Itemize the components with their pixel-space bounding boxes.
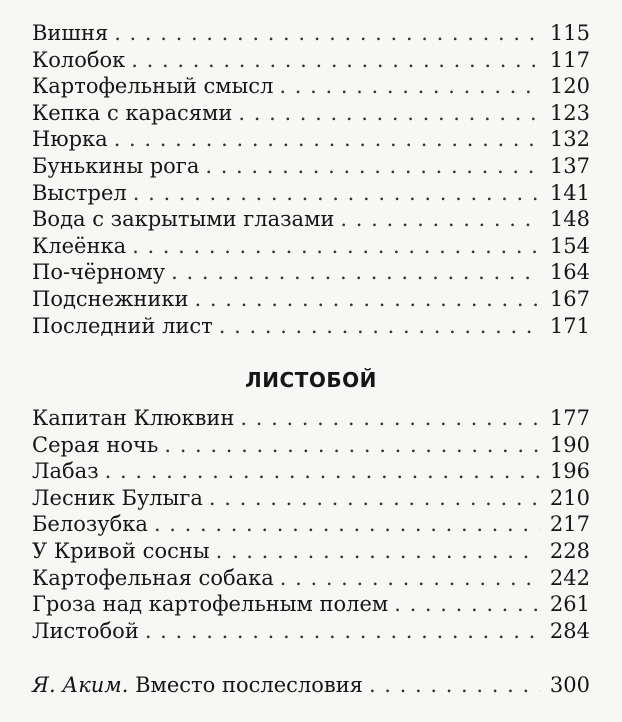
toc-entry-title <box>32 672 363 699</box>
toc-entry-page: 228 <box>549 538 590 563</box>
leader-dots <box>219 313 540 340</box>
leader-dots <box>280 565 540 592</box>
toc-entry <box>32 538 590 565</box>
toc-entry <box>32 286 590 313</box>
toc-entry-page: 196 <box>549 459 590 484</box>
toc-entry-page: 217 <box>549 512 590 537</box>
toc-entry <box>32 20 590 47</box>
toc-entry-page: 148 <box>549 207 590 232</box>
toc-entry-title: По-чёрному <box>32 260 166 285</box>
toc-entry-title: У Кривой сосны <box>32 538 210 563</box>
leader-dots <box>171 259 540 286</box>
toc-entry <box>32 405 590 432</box>
toc-entry-title: Последний лист <box>32 313 213 338</box>
toc-entry <box>32 100 590 127</box>
toc-entry <box>32 73 590 100</box>
toc-entry <box>32 180 590 207</box>
toc-entry-title: Гроза над картофельным полем <box>32 592 389 617</box>
section-heading: ЛИСТОБОЙ <box>245 368 377 392</box>
toc-entry-page: 171 <box>549 313 590 338</box>
toc-entry-page: 154 <box>549 233 590 258</box>
toc-entry <box>32 432 590 459</box>
toc-entry-page: 117 <box>549 47 590 72</box>
leader-dots <box>209 485 540 512</box>
leader-dots <box>105 458 540 485</box>
toc-entry <box>32 458 590 485</box>
toc-entry-page: 242 <box>549 565 590 590</box>
toc-entry <box>32 511 590 538</box>
leader-dots <box>340 206 540 233</box>
toc-entry-title: Серая ночь <box>32 432 159 457</box>
leader-dots <box>145 618 540 645</box>
toc-entry-title: Картофельная собака <box>32 565 274 590</box>
leader-dots <box>164 432 540 459</box>
toc-entry <box>32 47 590 74</box>
leader-dots <box>205 153 540 180</box>
toc-entry-title: Клеёнка <box>32 233 127 258</box>
leader-dots <box>369 672 540 699</box>
toc-entry-page: 115 <box>549 21 590 45</box>
leader-dots <box>114 20 540 47</box>
leader-dots <box>154 511 540 538</box>
toc-entry <box>32 126 590 153</box>
toc-entry <box>32 591 590 618</box>
leader-dots <box>279 73 540 100</box>
afterword-title: Вместо послесловия <box>135 673 363 697</box>
toc-entry-page: 132 <box>549 127 590 152</box>
toc-entry-title: Листобой <box>32 618 139 643</box>
toc-entry-title: Бунькины рога <box>32 153 200 178</box>
toc-entry-title: Кепка с карасями <box>32 100 233 125</box>
leader-dots <box>238 100 540 127</box>
toc-section-2 <box>32 405 590 644</box>
toc-entry-page: 210 <box>549 485 590 510</box>
toc-entry-title: Выстрел <box>32 180 127 205</box>
toc-entry <box>32 259 590 286</box>
toc-entry-page: 284 <box>549 618 590 643</box>
toc-entry <box>32 313 590 340</box>
toc-entry-afterword <box>32 672 590 699</box>
toc-entry-title: Колобок <box>32 47 126 72</box>
toc-entry-title: Подснежники <box>32 286 189 311</box>
toc-afterword <box>32 672 590 699</box>
toc-entry <box>32 206 590 233</box>
toc-entry <box>32 233 590 260</box>
toc-entry-title: Вода с закрытыми глазами <box>32 207 335 232</box>
toc-entry-title: Лесник Булыга <box>32 485 203 510</box>
toc-entry-title: Лабаз <box>32 459 99 484</box>
toc-entry-page: 141 <box>549 180 590 205</box>
toc-entry-title: Вишня <box>32 21 109 45</box>
toc-entry-page: 120 <box>549 74 590 99</box>
leader-dots <box>240 405 540 432</box>
toc-entry-title: Нюрка <box>32 127 108 152</box>
toc-entry-title: Белозубка <box>32 512 148 537</box>
leader-dots <box>216 538 540 565</box>
toc-entry-title: Капитан Клюквин <box>32 406 235 430</box>
toc-entry-page: 164 <box>549 260 590 285</box>
leader-dots <box>132 233 540 260</box>
leader-dots <box>114 126 540 153</box>
leader-dots <box>195 286 540 313</box>
toc-entry-page: 300 <box>549 673 590 697</box>
leader-dots <box>131 47 540 74</box>
toc-entry-page: 261 <box>549 592 590 617</box>
toc-entry-page: 177 <box>549 406 590 430</box>
toc-entry-page: 123 <box>549 100 590 125</box>
toc-entry <box>32 565 590 592</box>
leader-dots <box>133 180 540 207</box>
toc-section-1 <box>32 20 590 339</box>
afterword-author: Я. Аким. <box>32 673 129 697</box>
toc-entry-title: Картофельный смысл <box>32 74 274 99</box>
toc-entry <box>32 485 590 512</box>
leader-dots <box>394 591 540 618</box>
toc-entry-page: 137 <box>549 153 590 178</box>
toc-entry <box>32 618 590 645</box>
toc-entry <box>32 153 590 180</box>
toc-entry-page: 190 <box>549 432 590 457</box>
toc-entry-page: 167 <box>549 286 590 311</box>
